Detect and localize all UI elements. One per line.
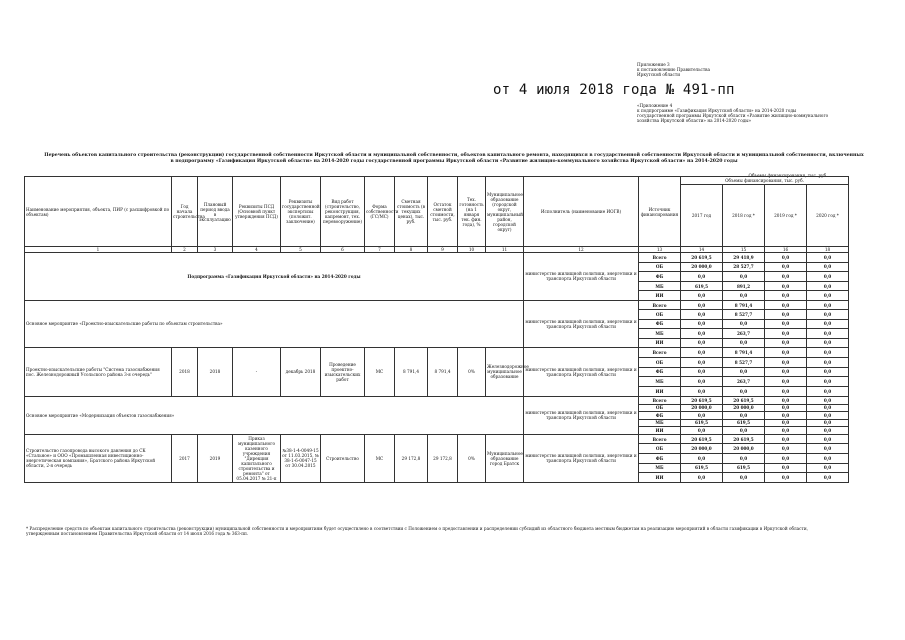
funding-source: Всего (639, 434, 681, 444)
objects-table (24, 176, 849, 483)
funding-source: ОБ (639, 404, 681, 412)
decree-date-stamp: от 4 июля 2018 года № 491-пп (493, 82, 735, 98)
funding-value: 0,0 (765, 434, 807, 444)
funding-value: 28 527,7 (723, 262, 765, 272)
funding-source: МБ (639, 329, 681, 338)
funding-value: 0,0 (807, 300, 849, 309)
funding-source: ИИ (639, 291, 681, 301)
executor: министерство жилищной политики, энергетики и транспорта Иркутской области (524, 300, 639, 347)
funding-value: 8 527,7 (723, 357, 765, 367)
year-header: 2018 год * (723, 185, 765, 247)
document-title (24, 153, 884, 165)
column-number: 8 (395, 247, 428, 253)
funding-value: 0,0 (681, 357, 723, 367)
funding-source: Всего (639, 253, 681, 263)
appendix-line: Иркутской области (637, 72, 680, 77)
funding-value: 0,0 (807, 338, 849, 347)
column-number: 4 (233, 247, 281, 253)
object-cost: 29 172,8 (395, 434, 428, 482)
column-header: Год начала строительства (172, 177, 198, 247)
funding-value: 0,0 (681, 291, 723, 301)
funding-source: ОБ (639, 444, 681, 454)
funding-value: 0,0 (681, 427, 723, 435)
object-psd: - (233, 347, 281, 396)
funding-value: 0,0 (807, 444, 849, 454)
funding-value: 20 619,5 (681, 396, 723, 404)
column-number: 18 (807, 247, 849, 253)
funding-value: 0,0 (681, 347, 723, 357)
column-header: Тех. готовность (на 1 января тек. фин. года), % (458, 177, 486, 247)
funding-value: 0,0 (807, 387, 849, 397)
funding-value: 0,0 (681, 300, 723, 309)
object-end: 2018 (198, 347, 233, 396)
funding-value: 619,5 (681, 419, 723, 427)
funding-value: 891,2 (723, 281, 765, 291)
funding-value: 0,0 (807, 347, 849, 357)
funding-value: 0,0 (765, 463, 807, 473)
funding-source: ИИ (639, 473, 681, 483)
funding-value: 20 000,0 (723, 404, 765, 412)
column-header: Муниципальное образование (городской округ, муниципальный район, городской округ) (486, 177, 524, 247)
title-line: Перечень объектов капитального строительства (реконструкции) государственной собственности Иркутской области и муниципальной собственности, объектов капитального ремонта, находящихся в государственной собственности Иркутской области и муниципальной собственности, включенных (44, 153, 864, 158)
funding-value: 20 619,5 (681, 434, 723, 444)
funding-value: 0,0 (807, 310, 849, 319)
funding-value: 0,0 (765, 387, 807, 397)
column-number: 2 (172, 247, 198, 253)
funding-value: 0,0 (681, 319, 723, 328)
object-ownership: МС (365, 434, 395, 482)
funding-value: 0,0 (681, 310, 723, 319)
section-name: Основное мероприятие «Проектно-изыскательские работы по объектам строительства» (25, 300, 524, 347)
table-row (25, 300, 849, 309)
appendix-line: «Приложение 4 (637, 103, 673, 108)
funding-value: 0,0 (765, 377, 807, 387)
column-number: 13 (639, 247, 681, 253)
object-municipality: Муниципальное образование город Братск (486, 434, 524, 482)
object-name: Проектно-изыскательские работы "Система газоснабжения пос. Железнодорожный Усольского района 3-я очередь" (25, 347, 172, 396)
funding-source: МБ (639, 281, 681, 291)
funding-value: 0,0 (807, 434, 849, 444)
funding-source: ОБ (639, 357, 681, 367)
executor: министерство жилищной политики, энергетики и транспорта Иркутской области (524, 434, 639, 482)
funding-value: 0,0 (765, 310, 807, 319)
header-row (25, 177, 849, 185)
funding-value: 0,0 (723, 454, 765, 464)
table-row (25, 396, 849, 404)
column-header: Источник финансирования (639, 177, 681, 247)
funding-value: 0,0 (807, 412, 849, 420)
funding-value: 20 000,0 (723, 444, 765, 454)
funding-value: 0,0 (681, 377, 723, 387)
object-readiness: 0% (458, 434, 486, 482)
appendix-line: государственной программы Иркутской области «Развитие жилищно-коммунального (637, 113, 829, 118)
object-cost: 8 791,4 (395, 347, 428, 396)
funding-value: 0,0 (681, 338, 723, 347)
funding-source: ФБ (639, 454, 681, 464)
funding-value: 0,0 (765, 300, 807, 309)
funding-value: 0,0 (807, 253, 849, 263)
funding-value: 0,0 (807, 367, 849, 377)
object-start: 2017 (172, 434, 198, 482)
funding-value: 0,0 (681, 454, 723, 464)
funding-value: 0,0 (807, 377, 849, 387)
section-name: Подпрограмма «Газификация Иркутской области» на 2014-2020 годы (25, 253, 524, 301)
funding-value: 0,0 (765, 454, 807, 464)
funding-source: МБ (639, 377, 681, 387)
funding-value: 619,5 (681, 281, 723, 291)
funding-value: 0,0 (765, 396, 807, 404)
object-start: 2018 (172, 347, 198, 396)
column-header: Форма собственности (ГС/МС) (365, 177, 395, 247)
footnote-line: * Распределение средств по объектам капитального строительства (реконструкции) муниципальной собственности и мероприятиям будет осуществлено в соответствии с Положением о предоставлении и распределении субсидий из областного бюджета местным бюджетам на реализацию мероприятий в области газификации в Иркутской области, (26, 526, 808, 531)
funding-value: 0,0 (723, 272, 765, 282)
column-header: Исполнитель (наименование ИОГВ) (524, 177, 639, 247)
funding-value: 0,0 (765, 419, 807, 427)
units-header: Объемы финансирования, тыс. руб. (681, 177, 849, 185)
column-number: 3 (198, 247, 233, 253)
funding-source: ФБ (639, 272, 681, 282)
funding-value: 263,7 (723, 377, 765, 387)
funding-value: 0,0 (807, 291, 849, 301)
funding-value: 0,0 (723, 387, 765, 397)
funding-value: 0,0 (765, 473, 807, 483)
funding-value: 0,0 (723, 427, 765, 435)
funding-value: 0,0 (723, 412, 765, 420)
column-number: 10 (458, 247, 486, 253)
table-row (25, 253, 849, 263)
funding-value: 0,0 (681, 367, 723, 377)
funding-source: ИИ (639, 427, 681, 435)
funding-value: 0,0 (807, 454, 849, 464)
funding-source: Всего (639, 347, 681, 357)
funding-value: 0,0 (765, 367, 807, 377)
column-header: Вид работ (строительство, реконструкция, капремонт, тех. перевооружение) (321, 177, 365, 247)
funding-value: 20 000,0 (681, 262, 723, 272)
funding-source: МБ (639, 419, 681, 427)
funding-value: 0,0 (723, 338, 765, 347)
funding-value: 0,0 (765, 444, 807, 454)
funding-source: ОБ (639, 310, 681, 319)
appendix-line: Приложение 3 (637, 62, 670, 67)
funding-value: 0,0 (807, 357, 849, 367)
funding-value: 0,0 (807, 396, 849, 404)
funding-value: 619,5 (723, 463, 765, 473)
funding-value: 0,0 (765, 272, 807, 282)
funding-value: 0,0 (807, 427, 849, 435)
title-line: в подпрограмму «Газификация Иркутской области» на 2014-2020 годы государственной программы Иркутской области «Развитие жилищно-коммунального хозяйства Иркутской области» на 2014-2020 годы (170, 159, 738, 164)
funding-value: 0,0 (807, 463, 849, 473)
executor: министерство жилищной политики, энергетики и транспорта Иркутской области (524, 253, 639, 301)
funding-value: 0,0 (723, 367, 765, 377)
column-number: 15 (723, 247, 765, 253)
object-expertise: декабрь 2018 (281, 347, 321, 396)
funding-value: 0,0 (765, 404, 807, 412)
object-ownership: МС (365, 347, 395, 396)
column-header: Сметная стоимость (в текущих ценах), тыс. руб. (395, 177, 428, 247)
funding-source: Всего (639, 300, 681, 309)
funding-value: 20 619,5 (681, 253, 723, 263)
funding-value: 0,0 (807, 281, 849, 291)
appendix-line: хозяйства Иркутской области» на 2014-2020 годы» (637, 118, 752, 123)
funding-value: 0,0 (807, 419, 849, 427)
appendix-line: к постановлению Правительства (637, 67, 711, 72)
column-number: 6 (321, 247, 365, 253)
object-municipality: Железнодорожное муниципальное образование (486, 347, 524, 396)
funding-value: 263,7 (723, 329, 765, 338)
funding-value: 0,0 (765, 412, 807, 420)
funding-value: 8 791,4 (723, 300, 765, 309)
funding-value: 8 527,7 (723, 310, 765, 319)
funding-value: 0,0 (681, 387, 723, 397)
appendix-3-note (637, 62, 777, 77)
funding-value: 20 619,5 (723, 434, 765, 444)
funding-source: ФБ (639, 367, 681, 377)
table-row (25, 347, 849, 357)
funding-value: 619,5 (723, 419, 765, 427)
column-number: 5 (281, 247, 321, 253)
column-number: 14 (681, 247, 723, 253)
column-number: 16 (765, 247, 807, 253)
object-psd: Приказ муниципального казенного учреждения "Дирекция капитального строительства и ремонта" от 05.04.2017 № 21-п (233, 434, 281, 482)
funding-value: 20 000,0 (681, 444, 723, 454)
object-remaining: 29 172,8 (428, 434, 458, 482)
funding-source: ОБ (639, 262, 681, 272)
column-number: 7 (365, 247, 395, 253)
executor: министерство жилищной политики, энергетики и транспорта Иркутской области (524, 347, 639, 396)
funding-value: 0,0 (807, 262, 849, 272)
funding-value: 0,0 (723, 319, 765, 328)
funding-value: 8 791,4 (723, 347, 765, 357)
object-end: 2019 (198, 434, 233, 482)
object-expertise: №38-1-4-0049-15 от 11.03.2015, № 38-1-6-0047-15 от 30.04.2015 (281, 434, 321, 482)
object-readiness: 0% (458, 347, 486, 396)
funding-value: 0,0 (807, 404, 849, 412)
funding-source: ФБ (639, 412, 681, 420)
funding-value: 0,0 (723, 473, 765, 483)
funding-source: МБ (639, 463, 681, 473)
funding-value: 20 000,0 (681, 404, 723, 412)
year-header: 2019 год * (765, 185, 807, 247)
funding-value: 619,5 (681, 463, 723, 473)
funding-value: 0,0 (765, 329, 807, 338)
funding-value: 0,0 (765, 427, 807, 435)
column-number: 1 (25, 247, 172, 253)
funding-source: ИИ (639, 338, 681, 347)
funding-source: ИИ (639, 387, 681, 397)
column-number: 11 (486, 247, 524, 253)
funding-value: 0,0 (723, 291, 765, 301)
table-row (25, 434, 849, 444)
year-header: 2020 год * (807, 185, 849, 247)
funding-value: 20 619,5 (723, 396, 765, 404)
funding-value: 0,0 (765, 262, 807, 272)
funding-value: 0,0 (681, 412, 723, 420)
funding-value: 0,0 (765, 357, 807, 367)
object-work: Строительство (321, 434, 365, 482)
column-header: Плановый период ввода в эксплуатацию (198, 177, 233, 247)
funding-value: 0,0 (765, 253, 807, 263)
funding-value: 0,0 (765, 281, 807, 291)
funding-source: ФБ (639, 319, 681, 328)
funding-value: 0,0 (681, 272, 723, 282)
footnote-line: утвержденным постановлением Правительства Иркутской области от 14 июля 2016 года № 363-пп. (26, 531, 249, 536)
funding-value: 0,0 (765, 291, 807, 301)
appendix-4-note (637, 103, 837, 123)
appendix-line: к подпрограмме «Газификация Иркутской области» на 2014-2020 годы (637, 108, 797, 113)
executor: министерство жилищной политики, энергетики и транспорта Иркутской области (524, 396, 639, 434)
year-header: 2017 год (681, 185, 723, 247)
funding-value: 0,0 (765, 319, 807, 328)
column-number: 12 (524, 247, 639, 253)
column-header: Реквизиты государственной экспертизы (положит. заключение) (281, 177, 321, 247)
object-name: Строительство газопровода высокого давления до СК «Стальное» и ООО «Промышленная инвестиционно-энергетическая компания», Братского района Иркутской области, 2-я очередь (25, 434, 172, 482)
funding-value: 0,0 (765, 347, 807, 357)
funding-value: 0,0 (681, 473, 723, 483)
column-header: Наименование мероприятия, объекта, ПИР (с расшифровкой по объектам) (25, 177, 172, 247)
units-label: Объемы финансирования, тыс. руб. (748, 173, 828, 178)
funding-value: 0,0 (807, 272, 849, 282)
funding-value: 0,0 (807, 329, 849, 338)
column-header: Остаток сметной стоимости, тыс. руб. (428, 177, 458, 247)
object-remaining: 8 791,4 (428, 347, 458, 396)
footnote (26, 526, 856, 536)
column-number: 9 (428, 247, 458, 253)
object-work: Проведение проектно-изыскательских работ (321, 347, 365, 396)
funding-source: Всего (639, 396, 681, 404)
funding-value: 0,0 (765, 338, 807, 347)
section-name: Основное мероприятие «Модернизация объектов газоснабжения» (25, 396, 524, 434)
funding-value: 0,0 (807, 473, 849, 483)
funding-value: 0,0 (807, 319, 849, 328)
funding-value: 29 418,9 (723, 253, 765, 263)
column-header: Реквизиты ПСД (Основной пункт утверждения ПСД) (233, 177, 281, 247)
funding-value: 0,0 (681, 329, 723, 338)
